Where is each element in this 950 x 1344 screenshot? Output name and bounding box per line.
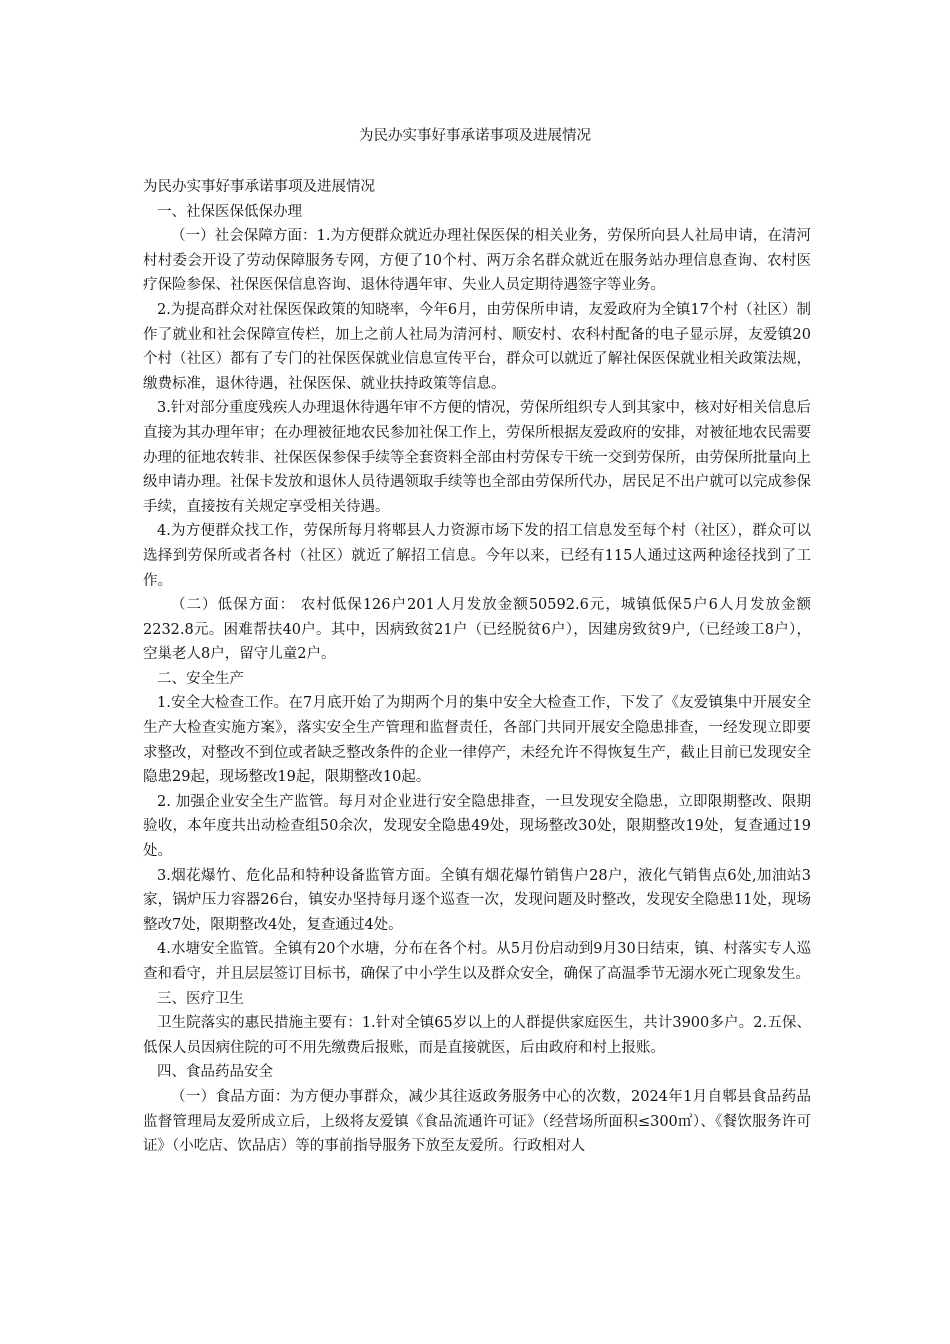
body-paragraph: （二）低保方面： 农村低保126户201人月发放金额50592.6元，城镇低保5户6人月发放金额2232.8元。困难帮扶40户。其中，因病致贫21户（已经脱贫6户），因建房致贫9户,（已经竣工8户），空巢老人8户，留守儿童2户。 xyxy=(143,597,811,663)
body-paragraph: 2. 加强企业安全生产监管。每月对企业进行安全隐患排查，一旦发现安全隐患，立即限期整改、限期验收，本年度共出动检查组50余次，发现安全隐患49处，现场整改30处，限期整改19处，复查通过19处。 xyxy=(143,793,811,860)
body-paragraph: 3.烟花爆竹、危化品和特种设备监管方面。全镇有烟花爆竹销售户28户，液化气销售点6处,加油站3家，锅炉压力容器26台，镇安办坚持每月逐个巡查一次，发现问题及时整改，发现安全隐患11处，现场整改7处，限期整改4处，复查通过4处。 xyxy=(143,867,811,933)
body-paragraph: 1.安全大检查工作。在7月底开始了为期两个月的集中安全大检查工作，下发了《友爱镇集中开展安全生产大检查实施方案》，落实安全生产管理和监督责任，各部门共同开展安全隐患排查，一经发现立即要求整改，对整改不到位或者缺乏整改条件的企业一律停产，未经允许不得恢复生产，截止目前已发现安全隐患29起，现场整改19起，限期整改10起。 xyxy=(143,695,811,786)
page-title: 为民办实事好事承诺事项及进展情况 xyxy=(359,128,591,144)
body-paragraph: 一、社保医保低保办理 xyxy=(157,203,302,220)
document-heading: 为民办实事好事承诺事项及进展情况 xyxy=(143,179,375,195)
body-paragraph: 四、食品药品安全 xyxy=(157,1064,273,1081)
body-paragraph: （一）食品方面：为方便办事群众，减少其往返政务服务中心的次数，2024年1月自郫县食品药品监督管理局友爱所成立后，上级将友爱镇《食品流通许可证》（经营场所面积≤300㎡）、《餐饮服务许可证》（小吃店、饮品店）等的事前指导服务下放至友爱所。行政相对人 xyxy=(143,1088,811,1155)
body-paragraph: 3.针对部分重度残疾人办理退休待遇年审不方便的情况，劳保所组织专人到其家中，核对好相关信息后直接为其办理年审；在办理被征地农民参加社保工作上，劳保所根据友爱政府的安排，对被征地农民需要办理的征地农转非、社保医保参保手续等全套资料全部由村劳保专干统一交到劳保所，由劳保所批量向上级申请办理。社保卡发放和退休人员待遇领取手续等也全部由劳保所代办，居民足不出户就可以完成参保手续，直接按有关规定享受相关待遇。 xyxy=(143,400,811,515)
body-paragraph: 卫生院落实的惠民措施主要有：1.针对全镇65岁以上的人群提供家庭医生，共计3900多户。2.五保、低保人员因病住院的可不用先缴费后报账，而是直接就医，后由政府和村上报账。 xyxy=(143,1015,811,1056)
body-paragraph: 2.为提高群众对社保医保政策的知晓率，今年6月，由劳保所申请，友爱政府为全镇17个村（社区）制作了就业和社会保障宣传栏，加上之前人社局为清河村、顺安村、农科村配备的电子显示屏，友爱镇20个村（社区）都有了专门的社保医保就业信息宣传平台，群众可以就近了解社保医保就业相关政策法规，缴费标准，退休待遇，社保医保、就业扶持政策等信息。 xyxy=(143,301,811,392)
body-paragraph: 二、安全生产 xyxy=(157,670,244,687)
body-paragraph: 4.水塘安全监管。全镇有20个水塘，分布在各个村。从5月份启动到9月30日结束，镇、村落实专人巡查和看守，并且层层签订目标书，确保了中小学生以及群众安全，确保了高温季节无溺水死亡现象发生。 xyxy=(143,941,811,982)
body-paragraph: （一）社会保障方面：1.为方便群众就近办理社保医保的相关业务，劳保所向县人社局申请，在清河村村委会开设了劳动保障服务专网，方便了10个村、两万余名群众就近在服务站办理信息查询、农村医疗保险参保、社保医保信息咨询、退休待遇年审、失业人员定期待遇签字等业务。 xyxy=(143,228,811,294)
body-paragraph: 三、医疗卫生 xyxy=(157,990,244,1007)
document-body xyxy=(143,175,811,1159)
body-paragraph: 4.为方便群众找工作，劳保所每月将郫县人力资源市场下发的招工信息发至每个村（社区），群众可以选择到劳保所或者各村（社区）就近了解招工信息。今年以来，已经有115人通过这两种途径找到了工作。 xyxy=(143,523,811,589)
